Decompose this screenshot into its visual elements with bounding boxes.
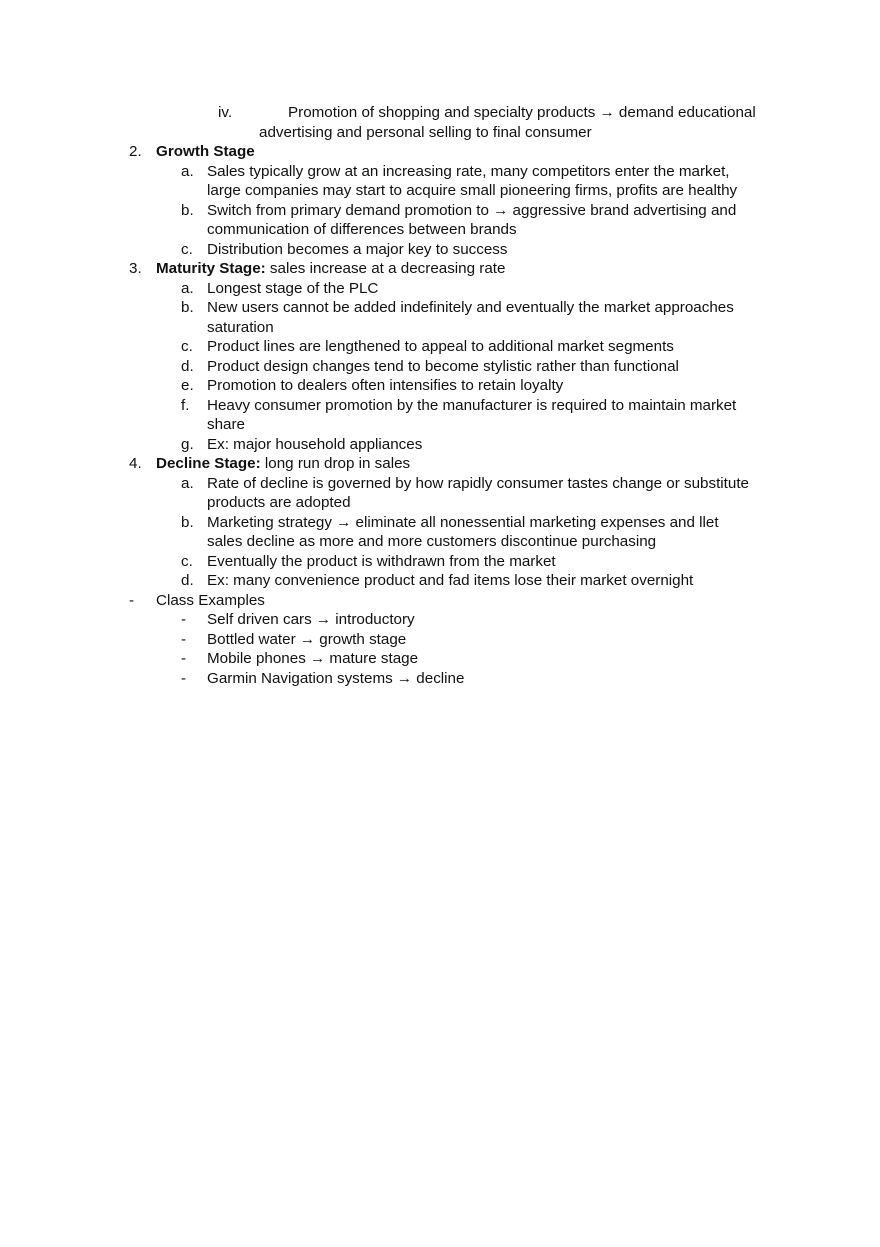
roman-item-text: Promotion of shopping and specialty products → demand educational <box>288 104 756 121</box>
list-item-text: Eventually the product is withdrawn from the market <box>207 552 556 570</box>
list-item <box>0 532 880 552</box>
list-marker: a. <box>181 279 194 297</box>
list-item <box>0 552 880 572</box>
section-title <box>156 142 255 162</box>
list-item-text: sales decline as more and more customers discontinue purchasing <box>207 533 657 550</box>
dash-marker: - <box>181 669 187 687</box>
list-item <box>0 240 880 260</box>
example-item <box>0 610 880 630</box>
roman-item-line <box>0 123 880 143</box>
roman-item-text: advertising and personal selling to final consumer <box>259 123 592 141</box>
class-examples-label: Class Examples <box>156 591 265 609</box>
list-item <box>0 318 880 338</box>
example-item <box>0 630 880 650</box>
list-marker: b. <box>181 201 194 219</box>
list-item <box>0 279 880 299</box>
section-heading <box>0 259 880 279</box>
roman-item-line <box>0 103 880 123</box>
list-item-text: Rate of decline is governed by how rapidly consumer tastes change or substitute <box>207 474 749 492</box>
list-item-text: communication of differences between brands <box>207 221 517 238</box>
list-item <box>0 298 880 318</box>
list-item <box>0 493 880 513</box>
list-item-text: large companies may start to acquire small pioneering firms, profits are healthy <box>207 182 738 199</box>
list-item <box>0 357 880 377</box>
list-marker: b. <box>181 299 194 316</box>
list-marker: f. <box>181 396 190 414</box>
list-item-text: share <box>207 416 245 433</box>
list-marker: d. <box>181 357 194 375</box>
section-number: 2. <box>129 143 142 160</box>
list-item-text: Heavy consumer promotion by the manufacturer is required to maintain market <box>207 396 737 414</box>
dash-marker: - <box>181 630 187 648</box>
class-examples-heading <box>0 591 880 611</box>
list-item <box>0 415 880 435</box>
list-item-text: Sales typically grow at an increasing rate, many competitors enter the market, <box>207 162 730 180</box>
dash-marker: - <box>129 591 135 609</box>
section-title <box>156 454 410 474</box>
roman-numeral: iv. <box>218 104 233 121</box>
section-heading: Maturity Stage: <box>156 260 266 277</box>
list-item <box>0 571 880 591</box>
list-item-text: Marketing strategy → eliminate all nonessential marketing expenses and llet <box>207 513 719 531</box>
list-item-text: Longest stage of the PLC <box>207 279 379 297</box>
example-item-text: Self driven cars → introductory <box>207 611 415 628</box>
example-item-text: Bottled water → growth stage <box>207 630 407 648</box>
list-item <box>0 220 880 240</box>
section-number: 4. <box>129 455 142 472</box>
section-subtitle: sales increase at a decreasing rate <box>265 260 506 277</box>
dash-marker: - <box>181 611 187 628</box>
list-item-text: saturation <box>207 318 274 336</box>
section-heading <box>0 454 880 474</box>
list-marker: g. <box>181 435 194 453</box>
list-marker: a. <box>181 162 194 180</box>
list-item <box>0 435 880 455</box>
list-marker: d. <box>181 572 194 589</box>
list-item <box>0 162 880 182</box>
list-marker: b. <box>181 513 194 531</box>
list-marker: c. <box>181 240 193 258</box>
list-item-text: Switch from primary demand promotion to → aggressive brand advertising and <box>207 201 737 219</box>
example-item-text: Garmin Navigation systems → decline <box>207 669 465 687</box>
section-heading: Decline Stage: <box>156 455 261 472</box>
section-title <box>156 259 505 279</box>
list-marker: e. <box>181 377 194 394</box>
section-subtitle: long run drop in sales <box>260 455 411 472</box>
list-item-text: Distribution becomes a major key to success <box>207 240 508 258</box>
list-item-text: Ex: many convenience product and fad items lose their market overnight <box>207 572 694 589</box>
example-item <box>0 649 880 669</box>
list-marker: a. <box>181 474 194 492</box>
list-item <box>0 376 880 396</box>
list-item-text: Ex: major household appliances <box>207 435 423 453</box>
list-item <box>0 513 880 533</box>
list-marker: c. <box>181 552 193 570</box>
list-item <box>0 396 880 416</box>
list-item <box>0 337 880 357</box>
section-heading <box>0 142 880 162</box>
section-number: 3. <box>129 260 142 277</box>
dash-marker: - <box>181 650 187 667</box>
list-item-text: Product design changes tend to become stylistic rather than functional <box>207 357 679 375</box>
list-item-text: products are adopted <box>207 494 351 511</box>
list-item <box>0 181 880 201</box>
example-item-text: Mobile phones → mature stage <box>207 650 419 667</box>
example-item <box>0 669 880 689</box>
list-item-text: New users cannot be added indefinitely and eventually the market approaches <box>207 299 734 316</box>
list-item-text: Product lines are lengthened to appeal to additional market segments <box>207 338 674 355</box>
list-marker: c. <box>181 338 193 355</box>
list-item <box>0 474 880 494</box>
section-heading: Growth Stage <box>156 143 255 160</box>
list-item <box>0 201 880 221</box>
list-item-text: Promotion to dealers often intensifies to retain loyalty <box>207 377 564 394</box>
